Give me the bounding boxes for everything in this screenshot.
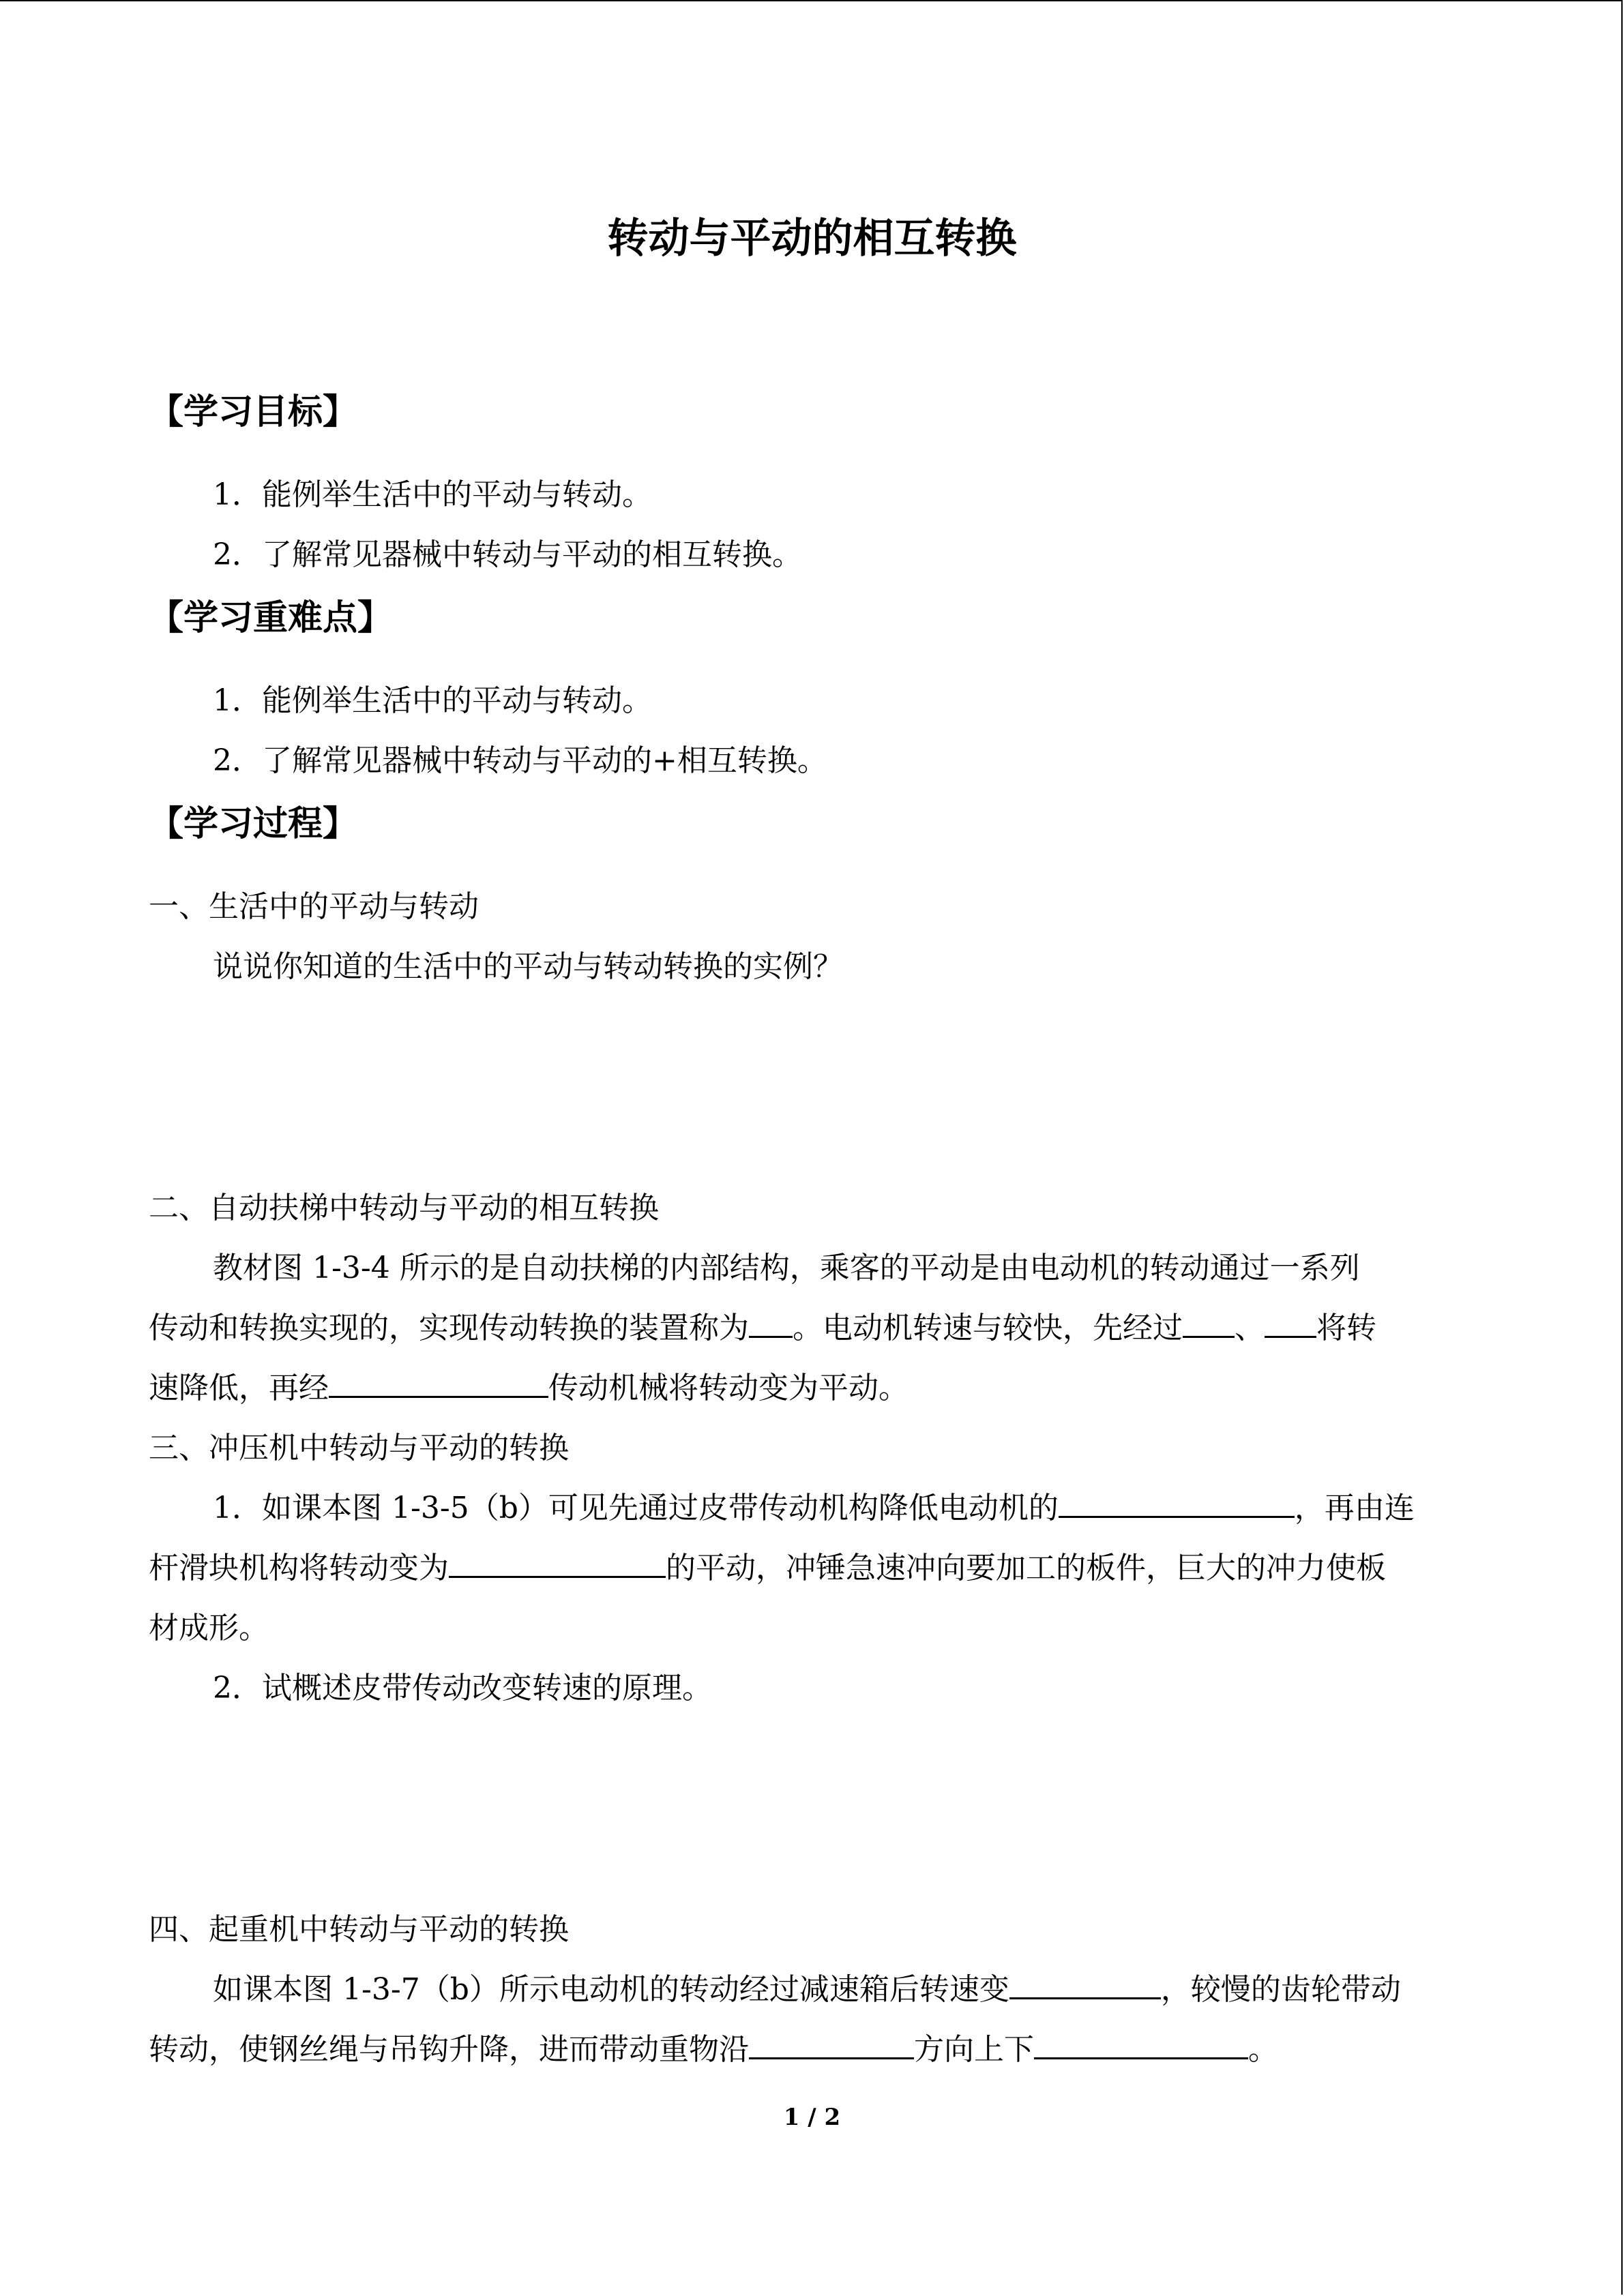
answer-blank-stage-1[interactable] bbox=[1183, 1306, 1235, 1338]
answer-blank-speed-change[interactable] bbox=[1009, 1967, 1161, 1999]
part1-title: 一、生活中的平动与转动 bbox=[149, 889, 479, 924]
answer-blank-motion[interactable] bbox=[1034, 2027, 1248, 2059]
text-segment: 。电动机转速与较快，先经过 bbox=[793, 1311, 1183, 1345]
text-segment: 转动，使钢丝绳与吊钩升降，进而带动重物沿 bbox=[149, 2032, 749, 2067]
text-segment: 传动机械将转动变为平动。 bbox=[548, 1371, 909, 1405]
text-segment: 速降低，再经 bbox=[149, 1371, 329, 1405]
text-segment: 如课本图 1-3-7（b）所示电动机的转动经过减速箱后转速变 bbox=[213, 1972, 1009, 2007]
answer-blank-translation-type[interactable] bbox=[449, 1546, 666, 1578]
part3-q2: 2．试概述皮带传动改变转速的原理。 bbox=[213, 1671, 712, 1705]
part3-q1-line2 bbox=[149, 1541, 1386, 1596]
goals-heading: 【学习目标】 bbox=[149, 392, 358, 432]
part4-line1 bbox=[213, 1963, 1401, 2017]
part3-title: 三、冲压机中转动与平动的转换 bbox=[149, 1431, 569, 1465]
text-segment: 的平动，冲锤急速冲向要加工的板件，巨大的冲力使板 bbox=[666, 1551, 1386, 1585]
process-heading: 【学习过程】 bbox=[149, 804, 358, 844]
text-segment: ，较慢的齿轮带动 bbox=[1160, 1972, 1401, 2007]
text-segment: 方向上下 bbox=[914, 2032, 1034, 2067]
key-points-heading: 【学习重难点】 bbox=[149, 598, 393, 638]
part2-paragraph-line2 bbox=[149, 1301, 1376, 1356]
answer-blank-motor-speed[interactable] bbox=[1059, 1486, 1295, 1518]
part3-q1-line3: 材成形。 bbox=[149, 1611, 269, 1645]
text-segment: ，再由连 bbox=[1294, 1491, 1415, 1525]
part4-line2 bbox=[149, 2023, 1278, 2077]
text-segment: 、 bbox=[1235, 1311, 1265, 1345]
key-point-item-1: 1．能例举生活中的平动与转动。 bbox=[213, 683, 652, 718]
page-number: 1 / 2 bbox=[783, 2104, 841, 2131]
answer-blank-stage-2[interactable] bbox=[1265, 1306, 1316, 1338]
key-point-item-2: 2．了解常见器械中转动与平动的+相互转换。 bbox=[213, 743, 827, 778]
part2-title: 二、自动扶梯中转动与平动的相互转换 bbox=[149, 1191, 659, 1225]
part1-question: 说说你知道的生活中的平动与转动转换的实例？ bbox=[213, 949, 843, 984]
answer-blank-mechanism[interactable] bbox=[329, 1366, 548, 1398]
goal-item-1: 1．能例举生活中的平动与转动。 bbox=[213, 477, 652, 512]
text-segment: 1．如课本图 1-3-5（b）可见先通过皮带传动机构降低电动机的 bbox=[213, 1491, 1059, 1525]
text-segment: 杆滑块机构将转动变为 bbox=[149, 1551, 449, 1585]
text-segment: 传动和转换实现的，实现传动转换的装置称为 bbox=[149, 1311, 749, 1345]
part4-title: 四、起重机中转动与平动的转换 bbox=[149, 1912, 569, 1947]
answer-blank-device[interactable] bbox=[749, 1306, 793, 1338]
answer-blank-direction[interactable] bbox=[749, 2027, 914, 2059]
page-title: 转动与平动的相互转换 bbox=[607, 215, 1017, 263]
part2-paragraph-line3 bbox=[149, 1361, 909, 1416]
text-segment: 将转 bbox=[1316, 1311, 1376, 1345]
goal-item-2: 2．了解常见器械中转动与平动的相互转换。 bbox=[213, 537, 802, 572]
part2-paragraph-line1: 教材图 1-3-4 所示的是自动扶梯的内部结构，乘客的平动是由电动机的转动通过一系列 bbox=[213, 1251, 1360, 1285]
part3-q1-line1 bbox=[213, 1481, 1415, 1536]
text-segment: 。 bbox=[1248, 2032, 1278, 2067]
